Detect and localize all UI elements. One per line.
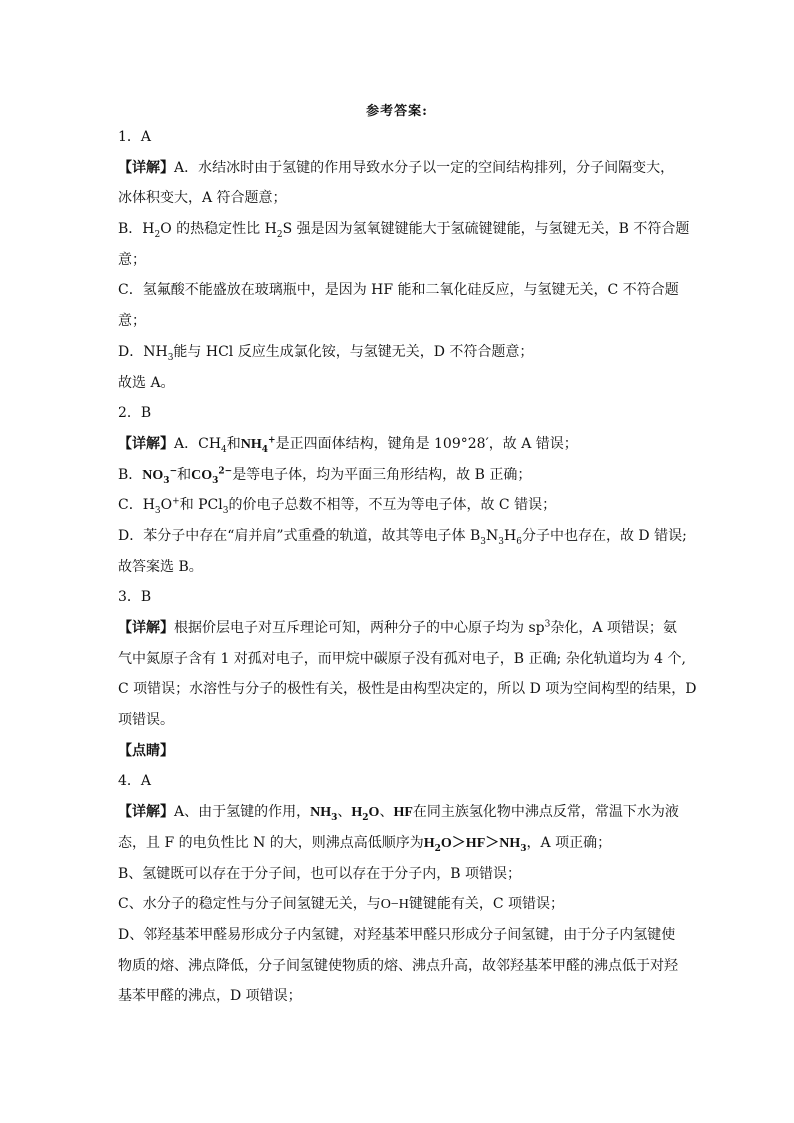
q4-line-3: B、氢键既可以存在于分子间，也可以存在于分子内，B 项错误； [118, 865, 522, 882]
q4-line-7: 基苯甲醛的沸点，D 项错误； [118, 988, 302, 1005]
q1-line-d: D．$NH_3$能与 HCl 反应生成氯化铵，与氢键无关，D 不符合题意； [118, 343, 534, 363]
q4-line-1: 【详解】A、由于氢键的作用，$NH_3$、$H_2O$、HF在同主族氢化物中沸点反常，常温下水为液 [118, 804, 679, 823]
detail-tag: 【详解】 [118, 435, 174, 452]
answer-content [118, 122, 696, 1012]
q1-a-text: A．水结冰时由于氢键的作用导致水分子以一定的空间结构排列，分子间隔变大， [174, 159, 675, 176]
q2-number: 2．B [118, 405, 152, 422]
q2-line-b: B．$NO_3^-$和$CO_3^{2-}$是等电子体，均为平面三角形结构，故 B 正确； [118, 465, 532, 486]
detail-tag: 【详解】 [118, 620, 174, 636]
remark-tag: 【点睛】 [118, 742, 174, 759]
detail-tag: 【详解】 [118, 159, 174, 176]
q4-line-6: 物质的熔、沸点降低，分子间氢键使物质的熔、沸点升高，故邻羟基苯甲醛的沸点低于对羟 [118, 957, 678, 974]
q3-line-1: 【详解】根据价层电子对互斥理论可知，两种分子的中心原子均为 $sp^3$杂化，A 项错误；氨 [118, 619, 677, 636]
q2-line-d: D．苯分子中存在“肩并肩”式重叠的轨道，故其等电子体 $B_3N_3H_6$分子中也存在，故 D 错误; [118, 527, 687, 547]
q3-line-2: 气中氮原子含有 1 对孤对电子，而甲烷中碳原子没有孤对电子，B 正确; 杂化轨道均为 4 个, [118, 650, 686, 667]
q2-conclusion: 故答案选 B。 [118, 558, 203, 575]
detail-tag: 【详解】 [118, 804, 174, 821]
q4-number: 4．A [118, 773, 152, 790]
q3-number: 3．B [118, 589, 152, 606]
page-title: 参考答案: [366, 104, 428, 119]
q1-conclusion: 故选 A。 [118, 374, 175, 391]
q1-number: 1．A [118, 129, 152, 145]
q3-line-4: 项错误。 [118, 712, 174, 729]
q1-line-a2: 冰体积变大，A 符合题意； [118, 190, 287, 207]
q1-line-c: C．氢氟酸不能盛放在玻璃瓶中，是因为 HF 能和二氧化硅反应，与氢键无关，C 不符合题 [118, 282, 679, 299]
q2-line-a: 【详解】A．$CH_4$和$NH_4^+$是正四面体结构，键角是 109°28′，故 A 错误； [118, 435, 578, 455]
q1-line-c-end: 意； [118, 313, 146, 330]
q4-line-4: C、水分子的稳定性与分子间氢键无关，与O−H键键能有关，C 项错误； [118, 896, 565, 913]
q3-line-3: C 项错误；水溶性与分子的极性有关，极性是由构型决定的，所以 D 项为空间构型的结果，D [118, 681, 697, 698]
q4-line-2: 态，且 F 的电负性比 N 的大，则沸点高低顺序为$H_2O>HF>NH_3$，A 项正确； [118, 834, 612, 854]
q1-line-b-end: 意； [118, 251, 146, 268]
q4-line-5: D、邻羟基苯甲醛易形成分子内氢键，对羟基苯甲醛只形成分子间氢键，由于分子内氢键使 [118, 926, 676, 943]
q2-line-c: C．$H_3O^+$和 PCl$_3$的价电子总数不相等，不互为等电子体，故 C 错误； [118, 496, 557, 517]
q1-line-b: B．$H_2O$ 的热稳定性比 $H_2S$ 强是因为氢氧键键能大于氢硫键键能，与氢键无关，B 不符合题 [118, 221, 690, 240]
q1-line-a [118, 153, 696, 184]
